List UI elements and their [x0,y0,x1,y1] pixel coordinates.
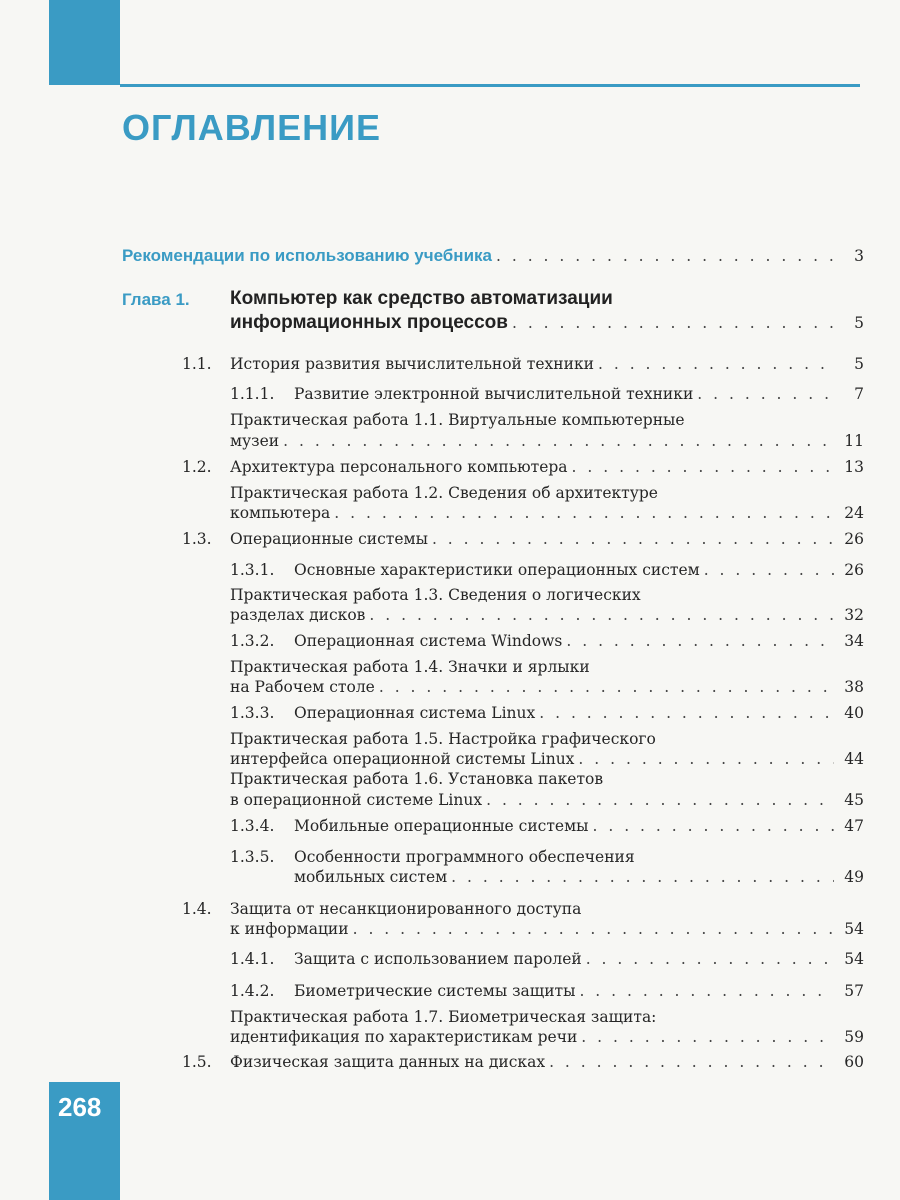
toc-entry-text: к информации [230,920,349,938]
page-title: ОГЛАВЛЕНИЕ [122,107,382,148]
dot-leader [704,561,834,579]
toc-entry-1-4-2[interactable] [230,982,864,1000]
header-accent-bar [49,0,120,85]
toc-entry-pr-1-7[interactable] [230,1028,864,1046]
toc-entry-text: идентификация по характеристикам речи [230,1028,578,1046]
section-number: 1.3.3. [230,704,275,722]
dot-leader [578,750,834,768]
toc-entry-line1: Практическая работа 1.2. Сведения об архитектуре [230,484,658,502]
toc-entry-text: компьютера [230,504,331,522]
toc-entry-pr-1-5[interactable] [230,750,864,768]
header-rule [120,84,860,87]
toc-entry-1-1[interactable] [182,355,864,373]
toc-entry-text: мобильных систем [294,868,448,886]
toc-entry-text: Физическая защита данных на дисках [230,1053,546,1071]
section-number: 1.2. [182,458,212,476]
toc-entry-text: Основные характеристики операционных систем [294,561,700,579]
toc-page-number: 38 [844,678,864,696]
section-number: 1.4. [182,900,212,918]
dot-leader [334,504,834,522]
dot-leader [512,314,834,332]
section-number: 1.1. [182,355,212,373]
dot-leader [579,982,834,1000]
toc-entry-text: Развитие электронной вычислительной техники [294,385,694,403]
section-number: 1.4.1. [230,950,275,968]
toc-entry-1-3-2[interactable] [230,632,864,650]
dot-leader [598,355,834,373]
toc-entry-1-4[interactable] [230,920,864,938]
dot-leader [549,1053,834,1071]
toc-entry-text: музеи [230,432,280,450]
toc-entry-1-3[interactable] [182,530,864,548]
toc-entry-line1: Практическая работа 1.1. Виртуальные компьютерные [230,411,685,429]
dot-leader [432,530,834,548]
toc-page-number: 54 [844,920,864,938]
toc-entry-text: Операционная система Linux [294,704,536,722]
toc-page-number: 34 [844,632,864,650]
section-number: 1.3. [182,530,212,548]
toc-entry-line1: Практическая работа 1.7. Биометрическая защита: [230,1008,657,1026]
chapter-label: Глава 1. [122,290,190,309]
toc-entry-text: Рекомендации по использованию учебника [122,246,492,265]
toc-entry-text: Операционная система Windows [294,632,563,650]
dot-leader [572,458,834,476]
dot-leader [379,678,834,696]
toc-page-number: 44 [844,750,864,768]
dot-leader [539,704,834,722]
section-number: 1.3.5. [230,848,275,866]
dot-leader [353,920,834,938]
toc-page-number: 54 [844,950,864,968]
page-number: 268 [58,1092,102,1122]
toc-entry-text: Мобильные операционные системы [294,817,589,835]
toc-page-number: 7 [854,385,864,403]
toc-entry-pr-1-3[interactable] [230,606,864,624]
toc-entry-1-3-4[interactable] [230,817,864,835]
toc-page-number: 57 [844,982,864,1000]
toc-page-number: 47 [844,817,864,835]
toc-entry-line1: Практическая работа 1.5. Настройка графического [230,730,656,748]
toc-page-number: 13 [844,458,864,476]
toc-page-number: 32 [844,606,864,624]
dot-leader [283,432,834,450]
section-number: 1.3.1. [230,561,275,579]
toc-entry-text: Операционные системы [230,530,428,548]
toc-entry-pr-1-1[interactable] [230,432,864,450]
dot-leader [496,247,834,265]
toc-entry-recommendations[interactable] [122,246,864,266]
toc-page-number: 49 [844,868,864,886]
dot-leader [586,950,834,968]
toc-entry-text: разделах дисков [230,606,366,624]
dot-leader [451,868,834,886]
toc-entry-1-4-1[interactable] [230,950,864,968]
dot-leader [592,817,834,835]
toc-entry-pr-1-4[interactable] [230,678,864,696]
toc-entry-1-1-1[interactable] [230,385,864,403]
chapter-title-line1: Компьютер как средство автоматизации [230,288,613,309]
toc-entry-text: Архитектура персонального компьютера [230,458,568,476]
toc-entry-text: Защита с использованием паролей [294,950,582,968]
toc-entry-pr-1-2[interactable] [230,504,864,522]
section-number: 1.3.4. [230,817,275,835]
toc-page-number: 45 [844,791,864,809]
toc-entry-text: на Рабочем столе [230,678,375,696]
toc-entry-pr-1-6[interactable] [230,791,864,809]
toc-page-number: 5 [854,355,864,373]
section-number: 1.5. [182,1053,212,1071]
toc-entry-line1: Практическая работа 1.3. Сведения о логических [230,586,641,604]
toc-entry-1-3-5[interactable] [294,868,864,886]
toc-page-number: 26 [844,561,864,579]
toc-page-number: 59 [844,1028,864,1046]
toc-page-number: 5 [854,314,864,332]
toc-page-number: 3 [854,247,864,265]
toc-entry-1-3-1[interactable] [230,561,864,579]
toc-page-number: 11 [844,432,864,450]
section-number: 1.4.2. [230,982,275,1000]
toc-entry-line1: Практическая работа 1.4. Значки и ярлыки [230,658,590,676]
toc-entry-chapter-1[interactable] [230,312,864,334]
toc-entry-1-5[interactable] [182,1053,864,1071]
toc-entry-1-2[interactable] [182,458,864,476]
dot-leader [369,606,834,624]
toc-entry-text: История развития вычислительной техники [230,355,594,373]
toc-entry-1-3-3[interactable] [230,704,864,722]
toc-entry-text: в операционной системе Linux [230,791,483,809]
toc-entry-line1: Практическая работа 1.6. Установка пакетов [230,770,604,788]
toc-page-number: 60 [844,1053,864,1071]
section-number: 1.1.1. [230,385,275,403]
chapter-title-line2: информационных процессов [230,312,508,333]
dot-leader [486,791,834,809]
dot-leader [581,1028,834,1046]
toc-page-number: 40 [844,704,864,722]
toc-page-number: 24 [844,504,864,522]
toc-page-number: 26 [844,530,864,548]
toc-entry-text: Биометрические системы защиты [294,982,576,1000]
toc-entry-line1: Особенности программного обеспечения [294,848,635,866]
toc-entry-text: интерфейса операционной системы Linux [230,750,575,768]
dot-leader [697,385,834,403]
toc-entry-line1: Защита от несанкционированного доступа [230,900,582,918]
dot-leader [566,632,834,650]
section-number: 1.3.2. [230,632,275,650]
